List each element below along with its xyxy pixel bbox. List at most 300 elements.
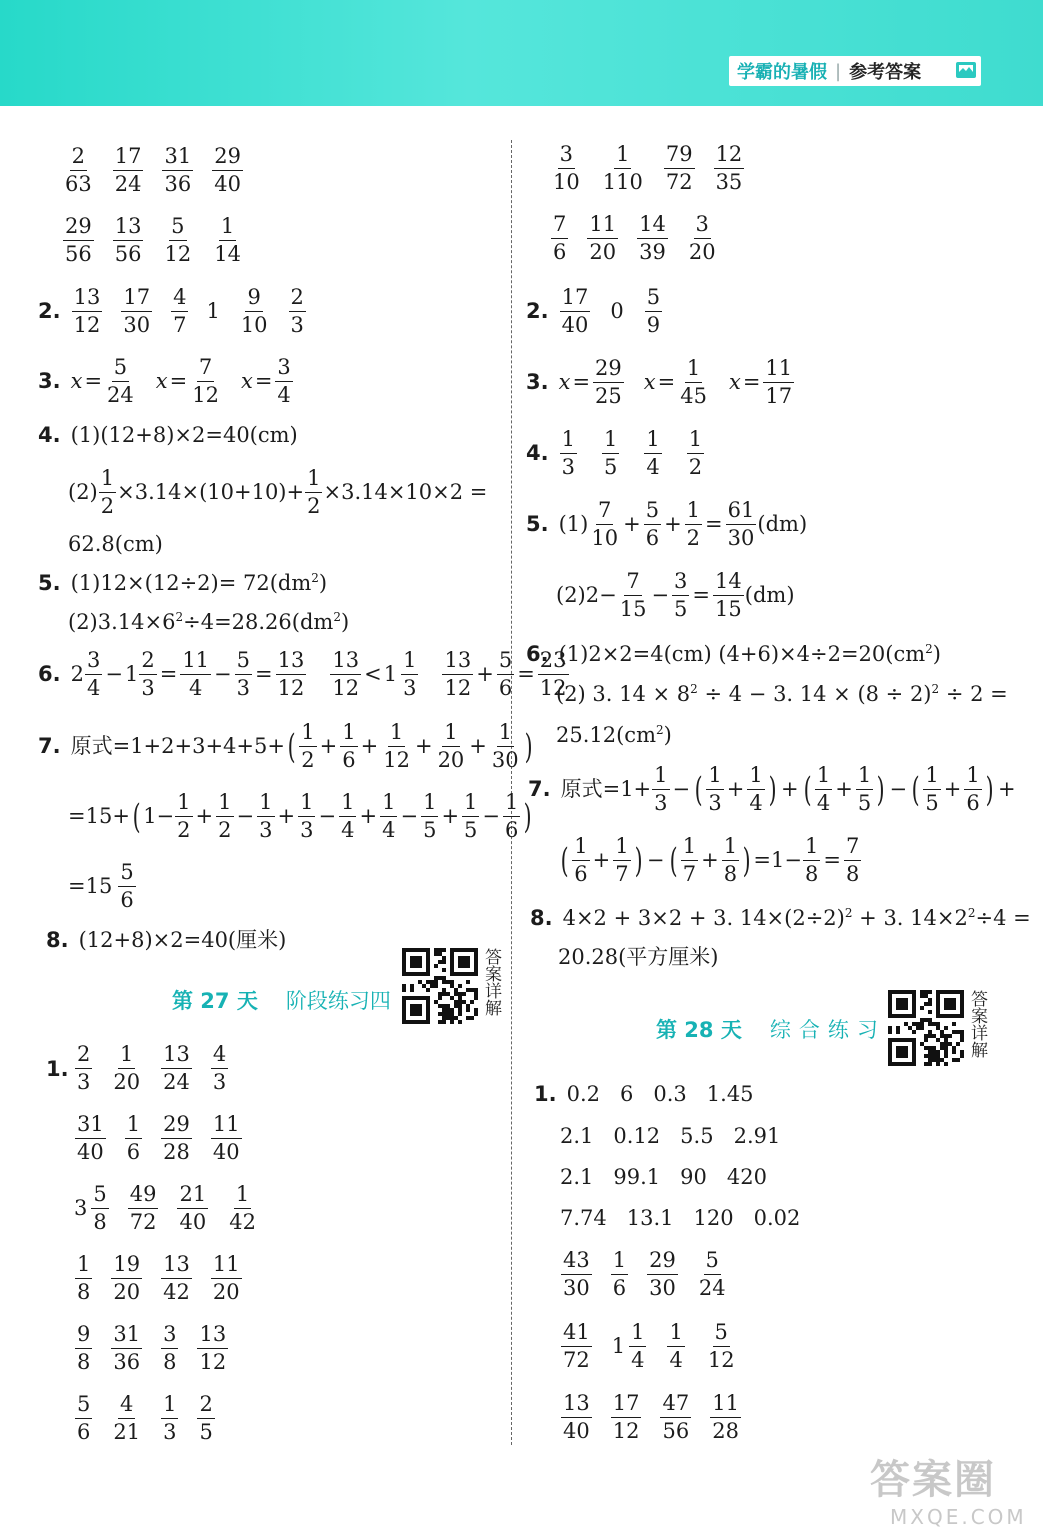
numerator: 5 xyxy=(112,357,129,382)
denominator: 4 xyxy=(669,1348,683,1372)
operator: = xyxy=(255,662,273,686)
question-8-line1 xyxy=(530,907,1031,929)
fraction xyxy=(687,429,704,478)
answer-row xyxy=(560,1322,757,1371)
fraction xyxy=(747,765,764,814)
day-label: 第 27 天 xyxy=(172,989,258,1013)
qr-code-icon[interactable] xyxy=(888,990,964,1066)
denominator: 10 xyxy=(553,170,580,194)
denominator: 6 xyxy=(126,1140,141,1164)
answer-row xyxy=(560,1250,746,1299)
fraction xyxy=(99,468,116,517)
expression: ×3.14×(10+10)+ xyxy=(117,480,305,504)
fraction xyxy=(190,357,221,406)
numerator: 11 xyxy=(587,214,618,239)
fraction xyxy=(128,1184,159,1233)
bracket: ( xyxy=(803,769,812,810)
fraction xyxy=(462,792,479,841)
question-3 xyxy=(526,358,814,407)
fraction xyxy=(121,287,152,336)
page-header xyxy=(0,0,1043,106)
numerator: 79 xyxy=(664,144,695,169)
fraction xyxy=(85,650,102,699)
denominator: 4 xyxy=(188,676,203,700)
numerator: 17 xyxy=(560,287,591,312)
question-number: 1. xyxy=(46,1057,69,1081)
operator: − xyxy=(889,777,908,801)
question-number: 4. xyxy=(526,441,549,465)
numerator: 11 xyxy=(211,1254,242,1279)
question-number: 4. xyxy=(38,423,61,447)
fraction xyxy=(561,1393,592,1442)
denominator: 28 xyxy=(712,1419,739,1443)
numerator: 3 xyxy=(558,144,575,169)
text: 1 xyxy=(124,662,139,686)
numerator: 7 xyxy=(551,214,568,239)
fraction xyxy=(212,216,243,265)
fraction xyxy=(561,1250,592,1299)
operator: = xyxy=(742,370,761,394)
denominator: 6 xyxy=(120,888,134,912)
operator: = xyxy=(517,662,535,686)
numerator: 13 xyxy=(113,216,144,241)
numerator: 5 xyxy=(645,287,662,312)
denominator: 20 xyxy=(589,240,617,264)
denominator: 56 xyxy=(114,242,142,266)
numerator: 3 xyxy=(275,357,292,382)
expression: (1) xyxy=(558,512,589,536)
operator: − xyxy=(236,804,255,828)
fraction xyxy=(161,1394,178,1443)
operator: + xyxy=(664,512,682,536)
value: 6 xyxy=(620,1082,634,1106)
denominator: 3 xyxy=(708,791,722,815)
denominator: 3 xyxy=(259,818,273,842)
denominator: 28 xyxy=(163,1140,190,1164)
denominator: 24 xyxy=(698,1276,726,1300)
denominator: 12 xyxy=(332,676,360,700)
operator: + xyxy=(476,662,494,686)
expression: (1)2×2=4(cm) $(4+6)\times 4\div 2=20(cm^2)$ xyxy=(558,642,941,666)
fraction xyxy=(587,214,618,263)
numerator: 13 xyxy=(161,1254,192,1279)
question-number: 2. xyxy=(526,299,549,323)
expression: =15+ xyxy=(68,804,130,828)
label: 原式 xyxy=(70,734,113,758)
fraction xyxy=(601,144,645,193)
denominator: 6 xyxy=(612,1276,627,1300)
qr-answer-day28 xyxy=(888,990,985,1066)
fraction xyxy=(660,1393,691,1442)
numerator: 1 xyxy=(305,468,322,493)
numerator: 1 xyxy=(687,429,704,454)
numerator: 11 xyxy=(180,650,211,675)
denominator: 5 xyxy=(674,597,688,621)
value: 5.5 xyxy=(680,1124,714,1148)
operator: = xyxy=(572,370,591,394)
denominator: 2 xyxy=(688,455,703,479)
numerator: 2 xyxy=(139,650,156,675)
numerator: 1 xyxy=(685,358,702,383)
denominator: 3 xyxy=(403,676,417,700)
numerator: 49 xyxy=(128,1184,159,1209)
denominator: 2 xyxy=(307,494,321,518)
bracket: ) xyxy=(524,726,533,767)
operator: + xyxy=(701,848,719,872)
numerator: 5 xyxy=(497,650,514,675)
section-label: 参考答案 xyxy=(849,62,922,83)
value: 420 xyxy=(726,1165,767,1189)
fraction xyxy=(211,1254,242,1303)
numerator: 5 xyxy=(118,862,135,887)
denominator: 5 xyxy=(423,818,437,842)
denominator: 20 xyxy=(688,240,716,264)
fraction xyxy=(289,287,306,336)
question-number: 3. xyxy=(526,370,549,394)
fraction xyxy=(299,722,316,771)
value: 7.74 xyxy=(560,1206,607,1230)
denominator: 4 xyxy=(631,1348,645,1372)
fraction xyxy=(644,500,661,549)
denominator: 3 xyxy=(290,313,304,337)
question-6-line1 xyxy=(526,643,941,665)
expression: ×3.14×10×2 = xyxy=(323,480,488,504)
denominator: 8 xyxy=(163,1350,177,1374)
denominator: 3 xyxy=(141,676,155,700)
value: 13.1 xyxy=(626,1206,674,1230)
operator: = xyxy=(159,662,178,686)
question-number: 1. xyxy=(534,1082,557,1106)
variable: x xyxy=(155,369,168,393)
fraction xyxy=(105,357,136,406)
numerator: 1 xyxy=(234,1184,251,1209)
fraction xyxy=(330,650,361,699)
numerator: 4 xyxy=(211,1044,228,1069)
qr-code-icon[interactable] xyxy=(402,948,478,1024)
operator: + xyxy=(359,804,378,828)
numerator: 5 xyxy=(713,1322,730,1347)
denominator: 15 xyxy=(619,597,647,621)
question-4-line1 xyxy=(38,425,298,446)
denominator: 30 xyxy=(649,1276,676,1300)
question-8 xyxy=(46,930,286,951)
fraction xyxy=(589,500,620,549)
fraction xyxy=(706,1322,737,1371)
numerator: 1 xyxy=(299,722,316,747)
denominator: 8 xyxy=(77,1280,91,1304)
fraction xyxy=(611,1250,628,1299)
numerator: 47 xyxy=(660,1393,691,1418)
denominator: 56 xyxy=(65,242,92,266)
question-2 xyxy=(526,287,682,336)
fraction xyxy=(75,1394,92,1443)
numerator: 5 xyxy=(169,216,186,241)
numerator: 1 xyxy=(747,765,764,790)
denominator: 20 xyxy=(212,1280,240,1304)
value: 3 xyxy=(74,1196,88,1220)
numerator: 1 xyxy=(401,650,418,675)
denominator: 3 xyxy=(163,1420,177,1444)
denominator: 40 xyxy=(561,313,589,337)
answer-row xyxy=(62,146,261,195)
qr-label: 答案详解 xyxy=(481,948,501,1016)
denominator: 30 xyxy=(563,1276,590,1300)
numerator: 5 xyxy=(704,1250,721,1275)
fraction xyxy=(63,146,94,195)
variable: x xyxy=(70,369,83,393)
denominator: 12 xyxy=(73,313,101,337)
question-7-line2 xyxy=(68,792,535,841)
denominator: 20 xyxy=(113,1070,141,1094)
numerator: 29 xyxy=(593,358,624,383)
fraction xyxy=(161,1254,192,1303)
fraction xyxy=(113,216,144,265)
fraction xyxy=(593,358,624,407)
denominator: 3 xyxy=(77,1070,91,1094)
fraction xyxy=(667,1322,684,1371)
bracket: ) xyxy=(768,769,777,810)
fraction xyxy=(551,144,582,193)
denominator: 36 xyxy=(164,172,192,196)
numerator: 7 xyxy=(844,836,861,861)
value: 120 xyxy=(693,1206,734,1230)
value: 0.02 xyxy=(753,1206,801,1230)
fraction xyxy=(490,722,521,771)
fraction xyxy=(551,214,568,263)
numerator: 41 xyxy=(561,1322,592,1347)
variable: x xyxy=(728,370,741,394)
question-7-line2 xyxy=(558,836,862,885)
fraction xyxy=(111,1394,142,1443)
fraction xyxy=(276,650,307,699)
numerator: 29 xyxy=(212,146,243,171)
denominator: 2 xyxy=(301,748,315,772)
fraction xyxy=(436,722,467,771)
operator: + xyxy=(414,734,433,758)
fraction xyxy=(305,468,322,517)
fraction xyxy=(298,792,315,841)
operator: − xyxy=(105,662,123,686)
fraction xyxy=(763,358,794,407)
fraction xyxy=(713,571,744,620)
denominator: 9 xyxy=(646,313,661,337)
numerator: 1 xyxy=(923,765,940,790)
fraction xyxy=(602,429,619,478)
numerator: 43 xyxy=(561,1250,592,1275)
denominator: 10 xyxy=(240,313,268,337)
expression: (2) 3. $14 \times 8^2 \div 4 - 3$. $14 \times (8 \div 2)^2 \div 2$ = xyxy=(556,682,1008,706)
denominator: 3 xyxy=(654,791,668,815)
numerator: 7 xyxy=(596,500,613,525)
numerator: 1 xyxy=(339,792,356,817)
numerator: 19 xyxy=(111,1254,142,1279)
numerator: 5 xyxy=(91,1184,108,1209)
fraction xyxy=(275,357,292,406)
numerator: 14 xyxy=(713,571,744,596)
denominator: 6 xyxy=(505,818,519,842)
fraction xyxy=(923,765,940,814)
fraction xyxy=(171,287,188,336)
numerator: 29 xyxy=(161,1114,192,1139)
numerator: 1 xyxy=(644,429,661,454)
day-label: 第 28 天 xyxy=(656,1018,742,1042)
denominator: 42 xyxy=(229,1210,256,1234)
section-name: 阶段练习四 xyxy=(285,989,391,1013)
operator: + xyxy=(726,777,745,801)
operator: − xyxy=(400,804,419,828)
exponent: 2 xyxy=(656,723,664,737)
expression: $(2)3.14\times 6^2\div 4=28.26(dm^2)$ xyxy=(68,610,350,634)
numerator: 1 xyxy=(611,1250,628,1275)
variable: x xyxy=(643,370,656,394)
fraction xyxy=(139,650,156,699)
denominator: 72 xyxy=(129,1210,157,1234)
numerator: 2 xyxy=(75,1044,92,1069)
denominator: 4 xyxy=(749,791,763,815)
answer-row xyxy=(560,1167,787,1188)
fraction xyxy=(239,287,270,336)
fraction xyxy=(629,1322,646,1371)
denominator: 4 xyxy=(86,676,101,700)
fraction xyxy=(856,765,873,814)
expression: $25.12(cm^2)$ xyxy=(556,723,672,747)
expression: =1+ xyxy=(602,777,652,801)
question-number: 8. xyxy=(530,905,553,930)
fraction xyxy=(257,792,274,841)
fraction xyxy=(503,792,520,841)
denominator: 3 xyxy=(212,1070,227,1094)
question-5-line1 xyxy=(38,572,327,594)
numerator: 1 xyxy=(815,765,832,790)
text: 2 xyxy=(70,662,84,686)
answer-row xyxy=(74,1114,260,1163)
fraction xyxy=(125,1114,142,1163)
numerator: 1 xyxy=(219,216,236,241)
expression: 1− xyxy=(143,804,175,828)
denominator: 12 xyxy=(199,1350,227,1374)
operator: = xyxy=(657,370,676,394)
fraction xyxy=(75,1254,92,1303)
denominator: 3 xyxy=(300,818,314,842)
exponent: 2 xyxy=(333,610,341,624)
numerator: 13 xyxy=(276,650,307,675)
fraction xyxy=(111,1324,142,1373)
denominator: 20 xyxy=(437,748,465,772)
qr-answer-day27 xyxy=(402,948,499,1024)
text: 1 xyxy=(383,662,398,686)
operator: − xyxy=(646,848,665,872)
operator: − xyxy=(651,583,670,607)
fraction xyxy=(381,722,412,771)
numerator: 13 xyxy=(330,650,361,675)
label: 原式 xyxy=(560,777,603,801)
denominator: 39 xyxy=(639,240,666,264)
expression: (2)2− xyxy=(556,583,617,607)
bracket: ) xyxy=(524,796,533,837)
question-4-line3 xyxy=(68,534,163,555)
denominator: 30 xyxy=(727,526,755,550)
numerator: 4 xyxy=(171,287,188,312)
numerator: 1 xyxy=(257,792,274,817)
question-number: 6. xyxy=(526,641,549,666)
question-number: 2. xyxy=(38,299,61,323)
denominator: 20 xyxy=(113,1280,141,1304)
answer-row xyxy=(560,1393,759,1442)
numerator: 31 xyxy=(111,1324,142,1349)
denominator: 72 xyxy=(563,1348,590,1372)
fraction xyxy=(964,765,981,814)
fraction xyxy=(678,358,709,407)
fraction xyxy=(687,214,718,263)
denominator: 5 xyxy=(199,1420,213,1444)
question-4 xyxy=(526,429,728,478)
numerator: 7 xyxy=(197,357,214,382)
fraction xyxy=(111,1044,142,1093)
fraction xyxy=(611,1393,642,1442)
fraction xyxy=(815,765,832,814)
fraction xyxy=(63,216,94,265)
numerator: 1 xyxy=(388,722,405,747)
numerator: 13 xyxy=(442,650,473,675)
denominator: 5 xyxy=(603,455,618,479)
operator: − xyxy=(672,777,691,801)
denominator: 12 xyxy=(539,676,567,700)
denominator: 40 xyxy=(563,1419,590,1443)
exponent: 2 xyxy=(311,571,319,585)
fraction xyxy=(162,146,193,195)
numerator: 3 xyxy=(672,571,689,596)
fraction xyxy=(652,765,669,814)
denominator: 12 xyxy=(444,676,472,700)
operator: = xyxy=(692,583,711,607)
numerator: 1 xyxy=(497,722,514,747)
numerator: 1 xyxy=(803,836,820,861)
fraction xyxy=(844,836,861,885)
denominator: 6 xyxy=(498,676,513,700)
numerator: 1 xyxy=(462,792,479,817)
denominator: 17 xyxy=(765,384,793,408)
operator: + xyxy=(835,777,853,801)
answer-row xyxy=(74,1394,233,1443)
fraction xyxy=(177,1184,208,1233)
denominator: 7 xyxy=(615,862,629,886)
denominator: 6 xyxy=(77,1420,91,1444)
value: 1 xyxy=(206,299,220,323)
bracket: ( xyxy=(560,840,569,881)
numerator: 1 xyxy=(125,1114,142,1139)
numerator: 21 xyxy=(177,1184,208,1209)
numerator: 1 xyxy=(442,722,459,747)
value: 1.45 xyxy=(706,1082,754,1106)
fraction xyxy=(211,1044,228,1093)
numerator: 1 xyxy=(421,792,438,817)
answer-row xyxy=(560,1126,800,1147)
question-number: 7. xyxy=(38,734,61,758)
operator: − xyxy=(318,804,337,828)
fraction xyxy=(175,792,192,841)
answer-row xyxy=(74,1324,246,1373)
question-5-line2 xyxy=(68,611,349,633)
operator: = xyxy=(84,369,103,393)
denominator: 14 xyxy=(214,242,241,266)
numerator: 1 xyxy=(685,500,702,525)
denominator: 56 xyxy=(662,1419,690,1443)
watermark-text: 答案圈 xyxy=(870,1457,996,1503)
denominator: 24 xyxy=(107,383,134,407)
numerator: 1 xyxy=(75,1254,92,1279)
denominator: 24 xyxy=(163,1070,190,1094)
numerator: 3 xyxy=(161,1324,178,1349)
